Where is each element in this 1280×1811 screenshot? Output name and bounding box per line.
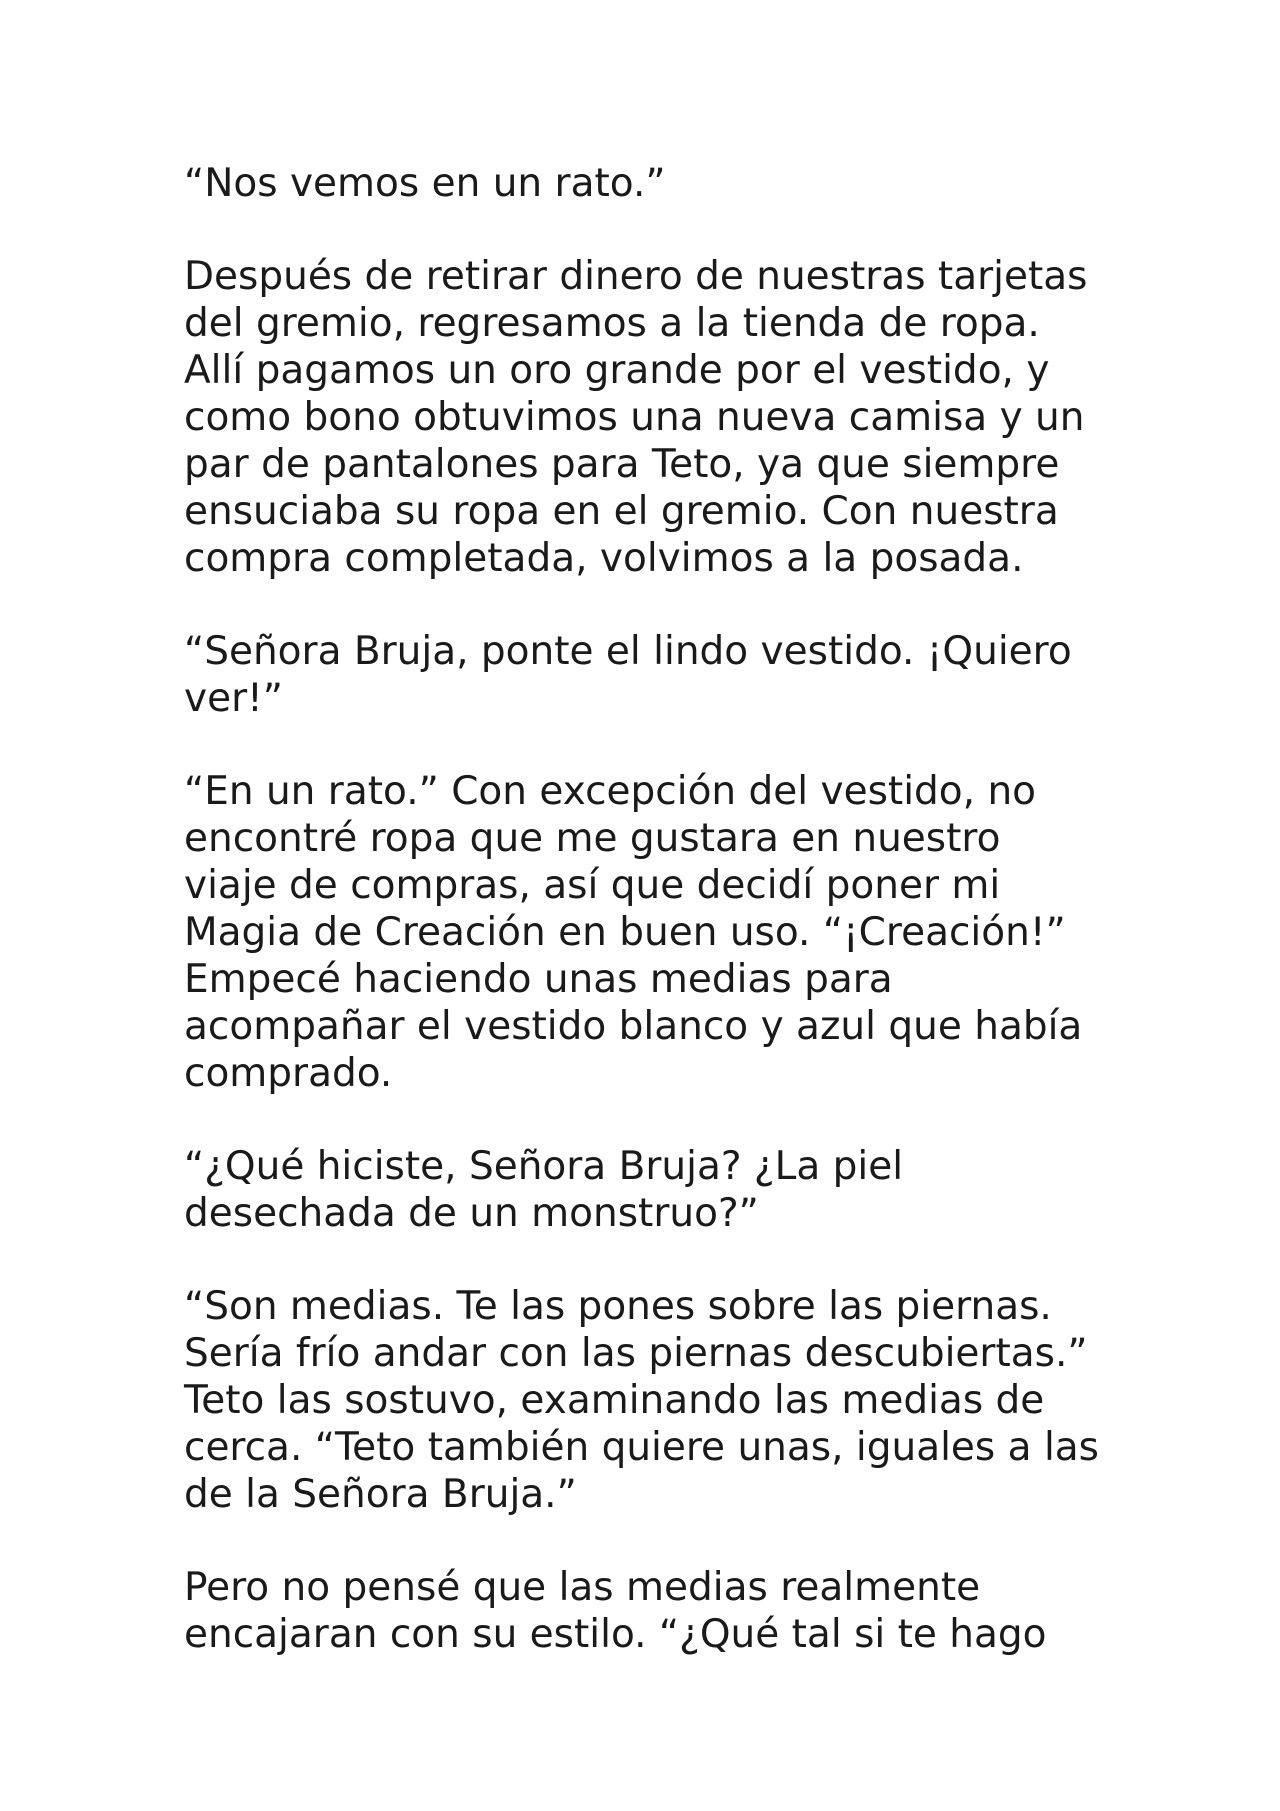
text-line: Pero no pensé que las medias realmente — [184, 1565, 981, 1610]
text-line: encontré ropa que me gustara en nuestro — [184, 816, 1001, 861]
text-line: como bono obtuvimos una nueva camisa y un — [184, 395, 1085, 440]
text-line: “Son medias. Te las pones sobre las piernas. — [184, 1284, 1052, 1329]
paragraph-4 — [184, 768, 1114, 1097]
text-line: “¿Qué hiciste, Señora Bruja? ¿La piel — [184, 1144, 904, 1189]
text-line: Allí pagamos un oro grande por el vestido, y — [184, 348, 1050, 393]
document-page — [184, 160, 1114, 1704]
paragraph-3 — [184, 628, 1114, 722]
paragraph-6 — [184, 1283, 1114, 1518]
text-line: acompañar el vestido blanco y azul que había — [184, 1004, 1083, 1049]
text-line: par de pantalones para Teto, ya que siempre — [184, 442, 1060, 487]
paragraph-1 — [184, 160, 1114, 207]
text-line: encajaran con su estilo. “¿Qué tal si te hago — [184, 1612, 1047, 1657]
text-line: de la Señora Bruja.” — [184, 1472, 577, 1517]
text-line: Empecé haciendo unas medias para — [184, 957, 893, 1002]
text-line: Magia de Creación en buen uso. “¡Creación!” — [184, 910, 1066, 955]
text-line: “En un rato.” Con excepción del vestido, no — [184, 769, 1037, 814]
paragraph-2 — [184, 253, 1114, 582]
text-line: comprado. — [184, 1051, 393, 1096]
text-line: “Señora Bruja, ponte el lindo vestido. ¡Quiero — [184, 629, 1072, 674]
text-line: cerca. “Teto también quiere unas, iguales a las — [184, 1425, 1099, 1470]
text-line: ensuciaba su ropa en el gremio. Con nuestra — [184, 489, 1059, 534]
text-line: del gremio, regresamos a la tienda de ropa. — [184, 301, 1040, 346]
text-line: Después de retirar dinero de nuestras tarjetas — [184, 254, 1088, 299]
text-line: “Nos vemos en un rato.” — [184, 161, 666, 206]
text-line: desechada de un monstruo?” — [184, 1191, 759, 1236]
text-line: Sería frío andar con las piernas descubiertas.” — [184, 1331, 1088, 1376]
text-line: viaje de compras, así que decidí poner mi — [184, 863, 1001, 908]
paragraph-5 — [184, 1143, 1114, 1237]
paragraph-7 — [184, 1564, 1114, 1658]
text-line: Teto las sostuvo, examinando las medias de — [184, 1378, 1045, 1423]
text-line: ver!” — [184, 676, 283, 721]
text-line: compra completada, volvimos a la posada. — [184, 536, 1024, 581]
